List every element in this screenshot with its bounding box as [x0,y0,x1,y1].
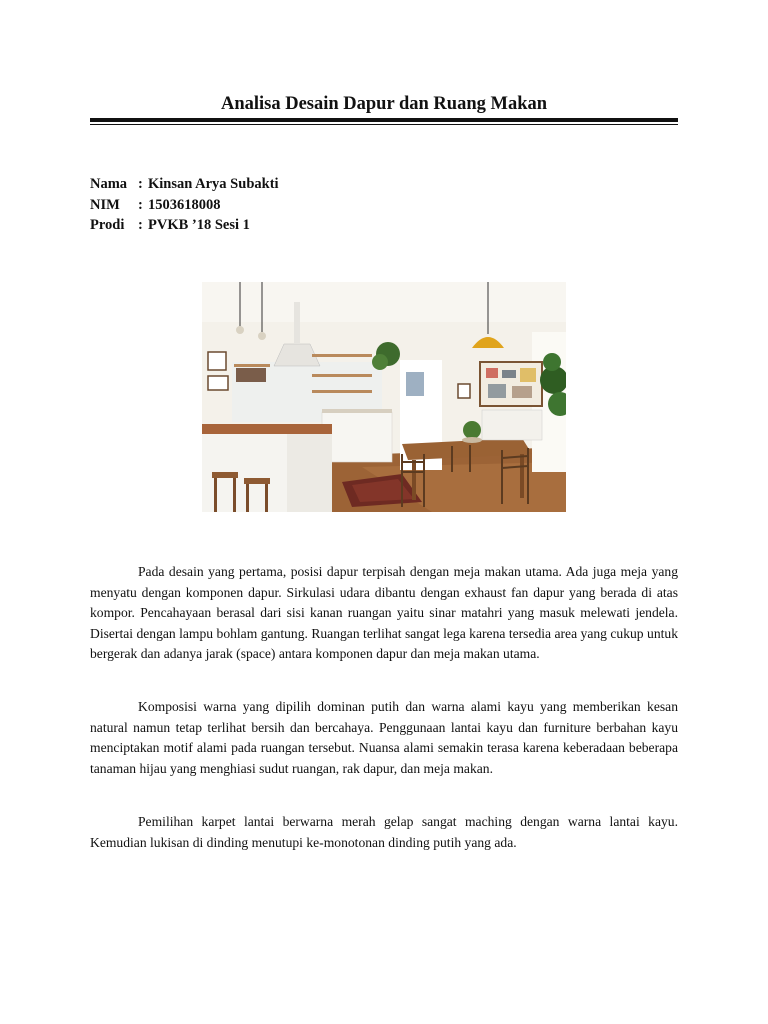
info-label: NIM [90,196,120,213]
kitchen-photo [202,282,566,512]
title-rule-thick [90,118,678,122]
info-label: Nama [90,176,128,192]
paragraph-2: Komposisi warna yang dipilih dominan putih dan warna alami kayu yang memberikan kesan natural namun tetap terlihat bersih dan bercahaya. Penggunaan lantai kayu dan furniture berbahan kayu menciptakan motif alami pada ruangan tersebut. Nuansa alami semakin terasa karena keberadaan beberapa tanaman hijau yang menghiasi sudut ruangan, rak dapur, dan meja makan. [90,699,678,776]
info-row-nim [90,195,279,216]
kitchen-illustration [202,282,566,512]
paragraph-3: Pemilihan karpet lantai berwarna merah gelap sangat maching dengan warna lantai kayu. Kemudian lukisan di dinding menutupi ke-monotonan dinding putih yang ada. [90,814,678,850]
info-row-nama [90,174,279,195]
paragraph-1: Pada desain yang pertama, posisi dapur terpisah dengan meja makan utama. Ada juga meja yang menyatu dengan komponen dapur. Sirkulasi udara dibantu dengan exhaust fan dapur yang berada di atas kompor. Pencahayaan berasal dari sisi kanan ruangan yaitu sinar matahri yang masuk melewati jendela. Disertai dengan lampu bohlam gantung. Ruangan terlihat sangat lega karena tersedia area yang cukup untuk bergerak dan adanya jarak (space) antara komponen dapur dan meja makan utama. [90,564,678,662]
document-title: Analisa Desain Dapur dan Ruang Makan [220,94,548,114]
info-value: 1503618008 [148,196,221,213]
title-rule-thin [90,124,678,125]
info-colon: : [138,176,143,192]
info-value: PVKB ’18 Sesi 1 [148,217,250,233]
info-colon: : [138,196,143,213]
info-row-prodi [90,215,279,236]
info-colon: : [138,217,143,233]
student-info [90,174,279,236]
info-value: Kinsan Arya Subakti [148,176,279,192]
info-label: Prodi [90,217,125,233]
